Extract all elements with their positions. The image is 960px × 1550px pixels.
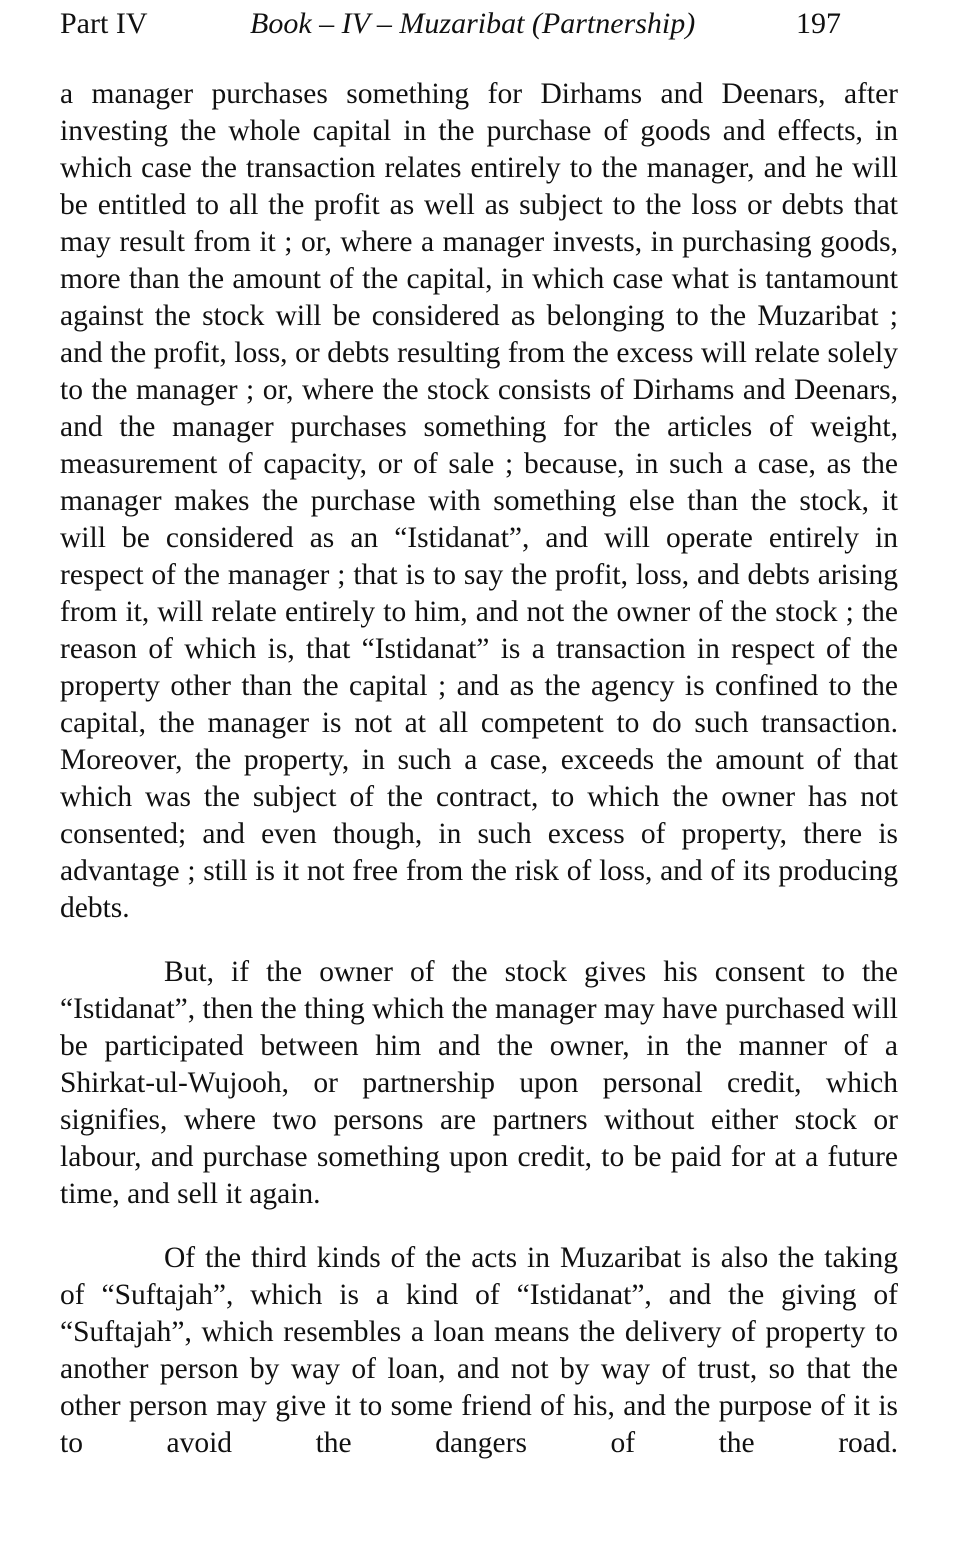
paragraph-suftajah: Of the third kinds of the acts in Muzaribat is also the taking of “Suftajah”, which is a kind of “Istidanat”, and the giving of “Suftajah”, which resembles a loan means the delivery of property to another person by way of loan, and not by way of trust, so that the other person may give it to some friend of his, and the purpose of it is to avoid the dangers of the road. xyxy=(60,1242,898,1459)
part-label: Part IV xyxy=(60,7,148,40)
paragraph-istidanat-consent: But, if the owner of the stock gives his consent to the “Istidanat”, then the thing which the manager may have purchased will be participated between him and the owner, in the manner of a Shirkat-ul-Wujooh, or partnership upon personal credit, which signifies, where two persons are partners without either stock or labour, and purchase something upon credit, to be paid for at a future time, and sell it again. xyxy=(60,956,898,1210)
body-text xyxy=(60,76,898,1462)
book-title: Book – IV – Muzaribat (Partnership) xyxy=(250,7,696,40)
paragraph-continued: a manager purchases something for Dirhams and Deenars, after investing the whole capital in the purchase of goods and effects, in which case the transaction relates entirely to the manager, and he will be entitled to all the profit as well as subject to the loss or debts that may result from it ; or, where a manager invests, in purchasing goods, more than the amount of the capital, in which case what is tantamount against the stock will be considered as belonging to the Muzaribat ; and the profit, loss, or debts resulting from the excess will relate solely to the manager ; or, where the stock consists of Dirhams and Deenars, and the manager purchases something for the articles of weight, measurement of capacity, or of sale ; because, in such a case, as the manager makes the purchase with something else than the stock, it will be considered as an “Istidanat”, and will operate entirely in respect of the manager ; that is to say the profit, loss, and debts arising from it, will relate entirely to him, and not the owner of the stock ; the reason of which is, that “Istidanat” is a transaction in respect of the property other than the capital ; and as the agency is confined to the capital, the manager is not at all competent to do such transaction. Moreover, the property, in such a case, exceeds the amount of that which was the subject of the contract, to which the owner has not consented; and even though, in such excess of property, there is advantage ; still is it not free from the risk of loss, and of its producing debts. xyxy=(60,78,898,924)
running-head xyxy=(60,4,850,44)
page-number: 197 xyxy=(796,7,841,40)
